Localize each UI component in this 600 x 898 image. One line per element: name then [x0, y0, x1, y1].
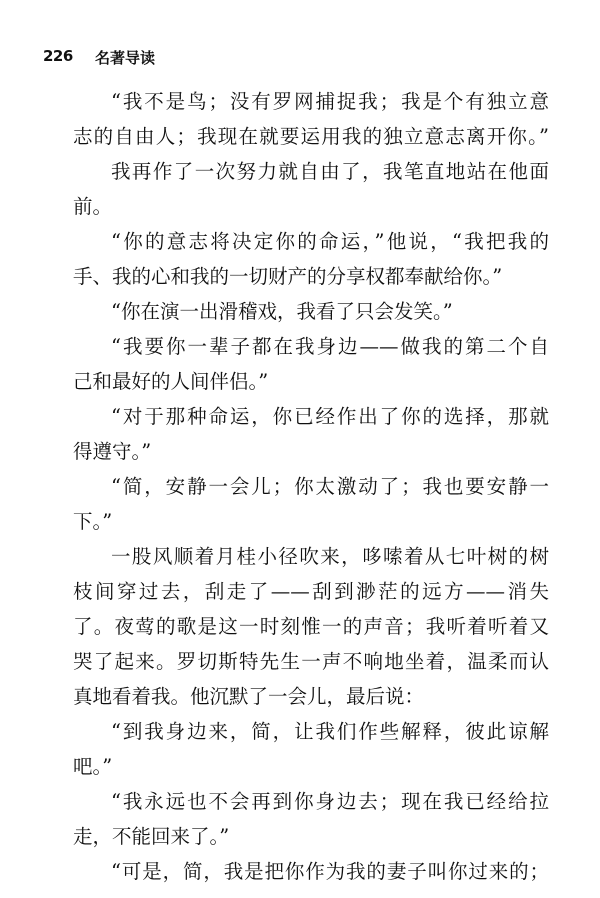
text-line: 了。夜莺的歌是这一时刻惟一的声音；我听着听着又: [73, 615, 549, 638]
text-line: 得遵守。”: [73, 440, 152, 463]
book-title: 名著导读: [95, 49, 156, 67]
text-line: 吧。”: [73, 755, 113, 778]
text-line: “对于那种命运，你已经作出了你的选择，那就: [111, 405, 549, 428]
text-line: “我永远也不会再到你身边去；现在我已经给拉: [111, 790, 549, 813]
text-line: 手、我的心和我的一切财产的分享权都奉献给你。”: [73, 265, 503, 288]
page-number: 226: [43, 47, 73, 65]
text-line: “我要你一辈子都在我身边——做我的第二个自: [111, 335, 549, 358]
text-line: “简，安静一会儿；你太激动了；我也要安静一: [111, 475, 549, 498]
text-line: 己和最好的人间伴侣。”: [73, 370, 269, 393]
text-line: “你的意志将决定你的命运，”他说，“我把我的: [111, 230, 549, 253]
text-line: 一股风顺着月桂小径吹来，哆嗦着从七叶树的树: [111, 545, 549, 568]
text-line: “可是，简，我是把你作为我的妻子叫你过来的；: [111, 860, 549, 883]
text-line: “我不是鸟；没有罗网捕捉我；我是个有独立意: [111, 90, 549, 113]
text-line: “到我身边来，简，让我们作些解释，彼此谅解: [111, 720, 549, 743]
text-line: 走，不能回来了。”: [73, 825, 230, 848]
text-line: 哭了起来。罗切斯特先生一声不响地坐着，温柔而认: [73, 650, 549, 673]
text-line: 枝间穿过去，刮走了——刮到渺茫的远方——消失: [73, 580, 549, 603]
text-line: 志的自由人；我现在就要运用我的独立意志离开你。”: [73, 125, 549, 148]
text-line: 下。”: [73, 510, 113, 533]
text-line: 前。: [73, 195, 113, 218]
body-text: [73, 84, 549, 889]
text-line: 我再作了一次努力就自由了，我笔直地站在他面: [111, 160, 549, 183]
text-line: 真地看着我。他沉默了一会儿，最后说：: [73, 685, 425, 708]
text-line: “你在演一出滑稽戏，我看了只会发笑。”: [111, 300, 453, 323]
